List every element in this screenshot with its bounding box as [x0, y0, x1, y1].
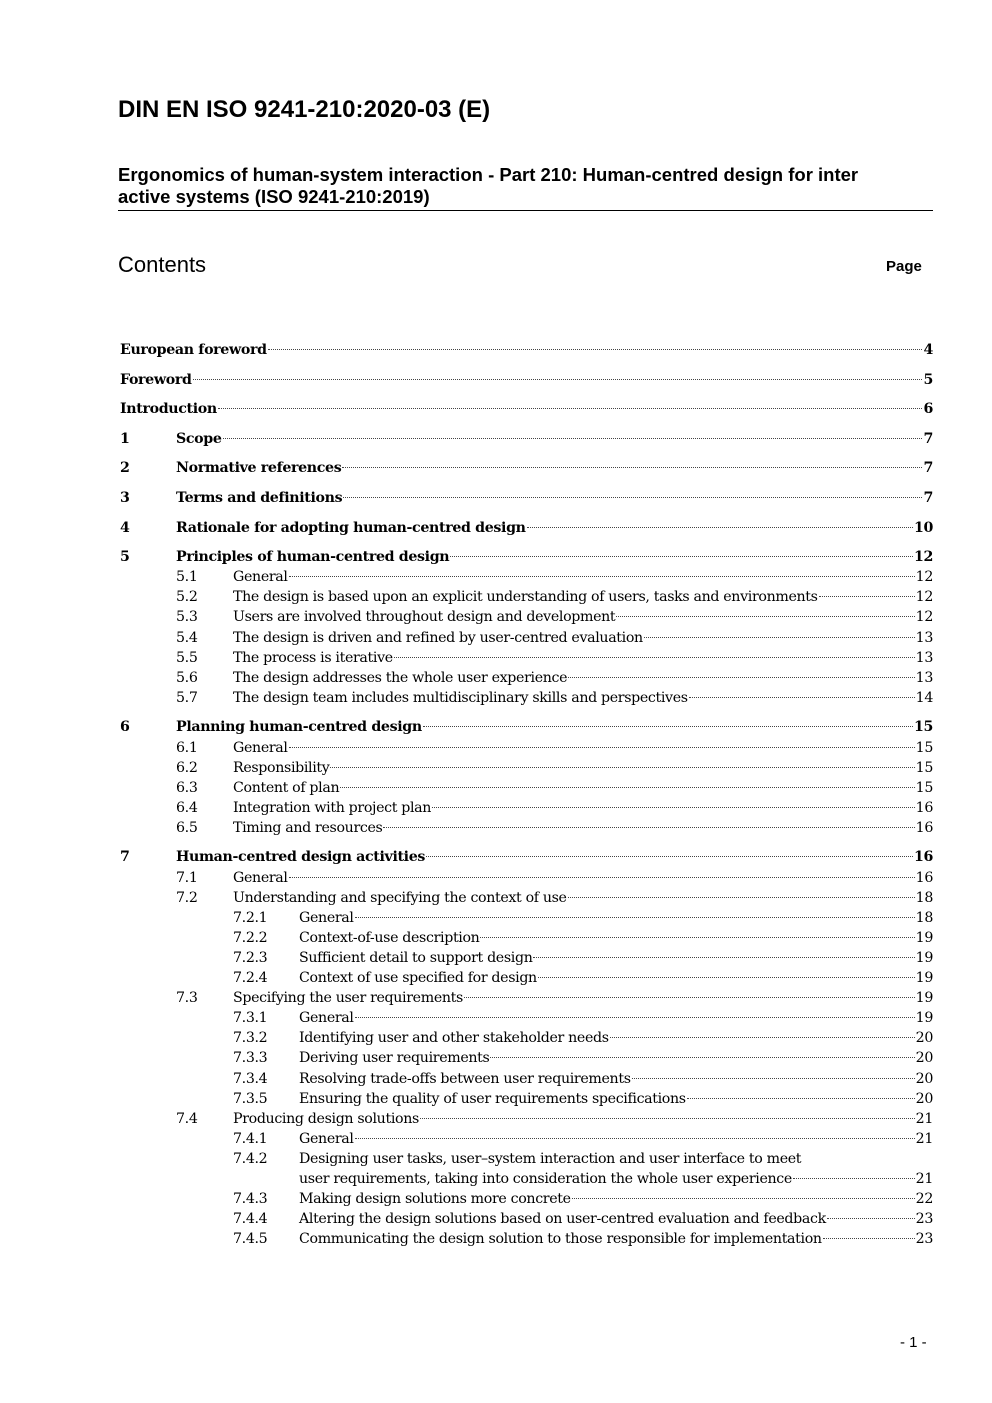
toc-entry-title: Planning human-centred design [176, 719, 422, 736]
toc-entry-number: 6.2 [176, 759, 198, 776]
toc-entry-title: Timing and resources [233, 819, 383, 836]
toc-entry-line [299, 1069, 933, 1089]
toc-entry-title: Deriving user requirements [299, 1050, 490, 1067]
toc-entry-page: 15 [915, 779, 933, 796]
toc-entry-line [299, 1149, 801, 1169]
toc-entry-title: Specifying the user requirements [233, 990, 463, 1007]
toc-entry-page: 15 [915, 739, 933, 756]
toc-entry-title: The design is driven and refined by user-centred evaluation [233, 629, 643, 646]
toc-entry[interactable] [120, 1129, 933, 1149]
toc-entry-page: 12 [915, 609, 933, 626]
toc-entry[interactable] [120, 458, 933, 478]
toc-entry[interactable] [120, 818, 933, 838]
toc-entry-title: Understanding and specifying the context of use [233, 889, 567, 906]
toc-entry-line [176, 488, 933, 508]
toc-entry[interactable] [120, 340, 933, 360]
toc-entry[interactable] [120, 587, 933, 607]
toc-entry-title: Sufficient detail to support design [299, 949, 533, 966]
toc-dot-leader [480, 936, 914, 938]
toc-entry[interactable] [120, 1209, 933, 1229]
toc-entry-number: 7.3.2 [233, 1030, 268, 1047]
toc-dot-leader [687, 1097, 915, 1099]
toc-entry[interactable] [120, 988, 933, 1008]
toc-entry-title: Terms and definitions [176, 489, 343, 506]
toc-entry[interactable] [120, 1149, 933, 1169]
toc-entry-page: 19 [915, 970, 933, 987]
contents-heading: Contents [118, 252, 207, 277]
toc-entry-page: 21 [915, 1170, 933, 1187]
toc-dot-leader [218, 407, 923, 409]
toc-entry-line [233, 648, 933, 668]
toc-entry[interactable] [120, 1048, 933, 1068]
toc-entry-line [233, 628, 933, 648]
document-title [118, 164, 933, 211]
toc-entry-number: 7.4.1 [233, 1130, 268, 1147]
toc-entry-number: 6.3 [176, 779, 198, 796]
toc-entry-page: 7 [923, 460, 933, 477]
page-column-heading: Page [886, 258, 922, 275]
toc-entry-page: 4 [923, 342, 933, 358]
toc-entry[interactable] [120, 778, 933, 798]
toc-entry-number: 6 [120, 719, 130, 736]
toc-dot-leader [616, 615, 914, 617]
toc-entry-line [233, 798, 933, 818]
toc-entry[interactable] [120, 567, 933, 587]
toc-entry-line [233, 607, 933, 627]
toc-entry-title: Responsibility [233, 759, 330, 776]
toc-entry-line [299, 1028, 933, 1048]
toc-entry-page: 10 [913, 519, 933, 536]
toc-entry-number: 7.3.1 [233, 1010, 268, 1027]
toc-entry-line [176, 547, 933, 567]
toc-entry-title: Communicating the design solution to those responsible for implementation [299, 1231, 822, 1248]
toc-entry-line [299, 1189, 933, 1209]
toc-entry[interactable] [120, 948, 933, 968]
toc-entry-number: 5.7 [176, 689, 198, 706]
toc-entry-line [233, 688, 933, 708]
toc-entry-number: 5.5 [176, 649, 198, 666]
toc-dot-leader [632, 1077, 915, 1079]
document-title-line-1: Ergonomics of human-system interaction - Part 210: Human-centred design for inter [118, 164, 859, 185]
toc-entry-line [233, 587, 933, 607]
toc-entry-number: 6.5 [176, 819, 198, 836]
toc-entry-page: 18 [915, 889, 933, 906]
toc-entry-title: Scope [176, 430, 222, 447]
toc-entry-title: Altering the design solutions based on user-centred evaluation and feedback [299, 1211, 826, 1228]
toc-entry-title: Context-of-use description [299, 929, 480, 946]
toc-entry[interactable] [120, 429, 933, 449]
toc-entry-number: 7.3.4 [233, 1070, 268, 1087]
toc-entry-number: 7.3.5 [233, 1090, 268, 1107]
toc-entry-number: 5.3 [176, 609, 198, 626]
toc-entry-page: 19 [915, 990, 933, 1007]
toc-entry-line [120, 340, 933, 360]
toc-dot-leader [423, 725, 913, 727]
toc-entry-line [299, 1008, 933, 1028]
toc-entry-title: Introduction [120, 401, 217, 418]
toc-dot-leader [568, 676, 914, 678]
toc-entry-line [299, 1089, 933, 1109]
toc-dot-leader [289, 876, 915, 878]
toc-entry-number: 5.1 [176, 569, 198, 586]
toc-entry-number: 7.2.1 [233, 909, 268, 926]
toc-entry-number: 7.4.3 [233, 1191, 268, 1208]
toc-entry-page: 16 [915, 869, 933, 886]
toc-dot-leader [340, 786, 914, 788]
toc-entry-title: Making design solutions more concrete [299, 1191, 571, 1208]
toc-entry-line [176, 458, 933, 478]
toc-entry-page: 7 [923, 430, 933, 447]
toc-entry-page: 13 [915, 629, 933, 646]
toc-entry-number: 7.4 [176, 1110, 198, 1127]
toc-entry-number: 1 [120, 430, 130, 447]
toc-entry-line [233, 988, 933, 1008]
toc-dot-leader [355, 916, 915, 918]
toc-entry[interactable] [120, 1069, 933, 1089]
toc-entry[interactable] [120, 1089, 933, 1109]
toc-entry-line [233, 868, 933, 888]
toc-entry-line [233, 1109, 933, 1129]
toc-entry[interactable] [120, 1028, 933, 1048]
toc-dot-leader [490, 1056, 914, 1058]
toc-entry-page: 20 [915, 1030, 933, 1047]
toc-entry[interactable] [120, 798, 933, 818]
toc-dot-leader [342, 466, 922, 468]
toc-entry-title: General [233, 569, 288, 586]
toc-entry[interactable] [120, 888, 933, 908]
toc-entry-page: 13 [915, 649, 933, 666]
toc-entry-title: European foreword [120, 342, 267, 358]
toc-dot-leader [533, 956, 914, 958]
toc-dot-leader [383, 826, 914, 828]
toc-entry-page: 20 [915, 1090, 933, 1107]
toc-entry[interactable] [120, 738, 933, 758]
toc-entry-title: Designing user tasks, user–system interaction and user interface to meet [299, 1150, 802, 1167]
toc-entry-line [299, 1229, 933, 1249]
table-of-contents [120, 340, 933, 1249]
toc-entry-number: 5.4 [176, 629, 198, 646]
toc-entry-page: 14 [915, 689, 933, 706]
toc-dot-leader [793, 1177, 915, 1179]
toc-entry-title: The process is iterative [233, 649, 393, 666]
toc-entry-number: 7.4.2 [233, 1150, 268, 1167]
toc-entry-title: Content of plan [233, 779, 340, 796]
toc-entry[interactable] [120, 928, 933, 948]
toc-entry[interactable] [120, 688, 933, 708]
toc-entry-title: Normative references [176, 460, 342, 477]
toc-entry-page: 19 [915, 949, 933, 966]
toc-dot-leader [538, 976, 915, 978]
toc-entry[interactable] [120, 1109, 933, 1129]
toc-entry-title: The design addresses the whole user experience [233, 669, 568, 686]
toc-entry[interactable] [120, 1189, 933, 1209]
toc-entry[interactable] [120, 1229, 933, 1249]
toc-entry-page: 7 [923, 489, 933, 506]
toc-entry-page: 23 [915, 1211, 933, 1228]
toc-entry[interactable] [120, 908, 933, 928]
toc-entry-page: 23 [915, 1231, 933, 1248]
toc-entry-line [176, 518, 933, 538]
toc-entry-line [299, 948, 933, 968]
toc-entry[interactable] [120, 717, 933, 737]
toc-entry-number: 3 [120, 489, 130, 506]
toc-entry-number: 5.6 [176, 669, 198, 686]
toc-entry-title: Principles of human-centred design [176, 549, 450, 566]
toc-entry-page: 20 [915, 1050, 933, 1067]
toc-entry-number: 2 [120, 460, 130, 477]
document-title-line-2: active systems (ISO 9241-210:2019) [118, 186, 430, 207]
toc-entry-title: Users are involved throughout design and development [233, 609, 616, 626]
toc-entry-number: 4 [120, 519, 130, 536]
toc-entry-title: Context of use specified for design [299, 970, 537, 987]
toc-entry-page: 18 [915, 909, 933, 926]
toc-dot-leader [343, 496, 922, 498]
toc-entry-title: General [299, 1010, 354, 1027]
toc-entry-line [299, 1209, 933, 1229]
toc-entry-line [233, 818, 933, 838]
toc-entry-title: Resolving trade-offs between user requirements [299, 1070, 631, 1087]
toc-entry-line [176, 847, 933, 867]
toc-entry-line [299, 968, 933, 988]
toc-entry-line [176, 429, 933, 449]
toc-entry[interactable] [120, 758, 933, 778]
toc-dot-leader [268, 348, 923, 350]
toc-dot-leader [289, 746, 915, 748]
toc-entry-page: 15 [913, 719, 933, 736]
toc-dot-leader [394, 656, 915, 658]
toc-entry-number: 7.3 [176, 990, 198, 1007]
toc-dot-leader [819, 595, 915, 597]
toc-entry-line [299, 1048, 933, 1068]
toc-entry-title: Human-centred design activities [176, 849, 426, 866]
toc-dot-leader [450, 555, 913, 557]
toc-entry-page: 6 [923, 401, 933, 418]
toc-dot-leader [289, 575, 915, 577]
toc-entry-line [120, 399, 933, 419]
toc-entry-line [176, 717, 933, 737]
toc-entry[interactable] [120, 607, 933, 627]
toc-entry-line [233, 738, 933, 758]
toc-entry-page: 22 [915, 1191, 933, 1208]
toc-entry-title: The design team includes multidisciplinary skills and perspectives [233, 689, 688, 706]
toc-entry-title: user requirements, taking into consideration the whole user experience [299, 1170, 792, 1187]
toc-entry-line [233, 668, 933, 688]
toc-entry-number: 7.2.3 [233, 949, 268, 966]
toc-entry-line [233, 758, 933, 778]
toc-entry-line [120, 370, 933, 390]
toc-entry-line [299, 908, 933, 928]
toc-dot-leader [827, 1217, 915, 1219]
toc-dot-leader [823, 1237, 915, 1239]
toc-entry-title: The design is based upon an explicit understanding of users, tasks and environments [233, 589, 818, 606]
toc-entry-line [233, 888, 933, 908]
toc-entry-line [233, 778, 933, 798]
toc-entry-page: 12 [913, 549, 933, 566]
toc-entry[interactable] [120, 518, 933, 538]
toc-entry-number: 7 [120, 849, 130, 866]
toc-entry-title: Integration with project plan [233, 799, 432, 816]
toc-dot-leader [355, 1137, 915, 1139]
toc-entry-line [299, 1129, 933, 1149]
toc-entry-number: 7.2.4 [233, 970, 268, 987]
toc-entry[interactable] [120, 847, 933, 867]
toc-dot-leader [223, 437, 923, 439]
toc-entry-line [299, 928, 933, 948]
toc-entry-page: 16 [913, 849, 933, 866]
toc-entry-number: 7.4.5 [233, 1231, 268, 1248]
toc-entry[interactable] [120, 1169, 933, 1189]
toc-entry-title: Producing design solutions [233, 1110, 419, 1127]
toc-dot-leader [432, 806, 915, 808]
toc-dot-leader [568, 896, 915, 898]
document-id: DIN EN ISO 9241-210:2020-03 (E) [118, 96, 491, 123]
toc-entry[interactable] [120, 1008, 933, 1028]
toc-entry-page: 20 [915, 1070, 933, 1087]
toc-entry-number: 7.4.4 [233, 1211, 268, 1228]
toc-entry[interactable] [120, 399, 933, 419]
toc-dot-leader [644, 636, 915, 638]
toc-dot-leader [355, 1016, 915, 1018]
toc-dot-leader [689, 696, 915, 698]
toc-dot-leader [527, 526, 913, 528]
toc-entry[interactable] [120, 868, 933, 888]
toc-entry-page: 21 [915, 1130, 933, 1147]
toc-entry-number: 6.4 [176, 799, 198, 816]
toc-entry-title: General [299, 909, 354, 926]
toc-entry[interactable] [120, 488, 933, 508]
toc-dot-leader [610, 1036, 915, 1038]
toc-entry-line [233, 567, 933, 587]
toc-entry[interactable] [120, 370, 933, 390]
toc-dot-leader [464, 996, 915, 998]
toc-entry-title: Identifying user and other stakeholder needs [299, 1030, 609, 1047]
toc-entry-title: Rationale for adopting human-centred design [176, 519, 526, 536]
toc-entry[interactable] [120, 648, 933, 668]
toc-entry-title: Ensuring the quality of user requirements specifications [299, 1090, 686, 1107]
toc-entry-number: 7.2 [176, 889, 198, 906]
toc-dot-leader [572, 1197, 915, 1199]
toc-entry-page: 12 [915, 589, 933, 606]
toc-entry-page: 19 [915, 929, 933, 946]
toc-entry-title: Foreword [120, 371, 192, 388]
page-number: - 1 - [900, 1334, 927, 1351]
toc-entry-number: 7.3.3 [233, 1050, 268, 1067]
toc-dot-leader [426, 855, 913, 857]
toc-entry[interactable] [120, 668, 933, 688]
toc-entry-title: General [299, 1130, 354, 1147]
toc-dot-leader [420, 1117, 915, 1119]
toc-entry-page: 19 [915, 1010, 933, 1027]
toc-entry-number: 6.1 [176, 739, 198, 756]
toc-entry-number: 5.2 [176, 589, 198, 606]
toc-entry-page: 13 [915, 669, 933, 686]
toc-dot-leader [330, 766, 914, 768]
toc-entry[interactable] [120, 547, 933, 567]
toc-entry-title: General [233, 869, 288, 886]
toc-entry-number: 7.2.2 [233, 929, 268, 946]
toc-entry-page: 16 [915, 799, 933, 816]
toc-entry-page: 15 [915, 759, 933, 776]
toc-entry-line [299, 1169, 933, 1189]
toc-entry-number: 7.1 [176, 869, 198, 886]
toc-entry-page: 21 [915, 1110, 933, 1127]
toc-entry-title: General [233, 739, 288, 756]
toc-entry-page: 12 [915, 569, 933, 586]
toc-entry[interactable] [120, 968, 933, 988]
toc-entry-number: 5 [120, 549, 130, 566]
toc-entry[interactable] [120, 628, 933, 648]
toc-entry-page: 5 [923, 371, 933, 388]
toc-dot-leader [193, 378, 923, 380]
toc-entry-page: 16 [915, 819, 933, 836]
